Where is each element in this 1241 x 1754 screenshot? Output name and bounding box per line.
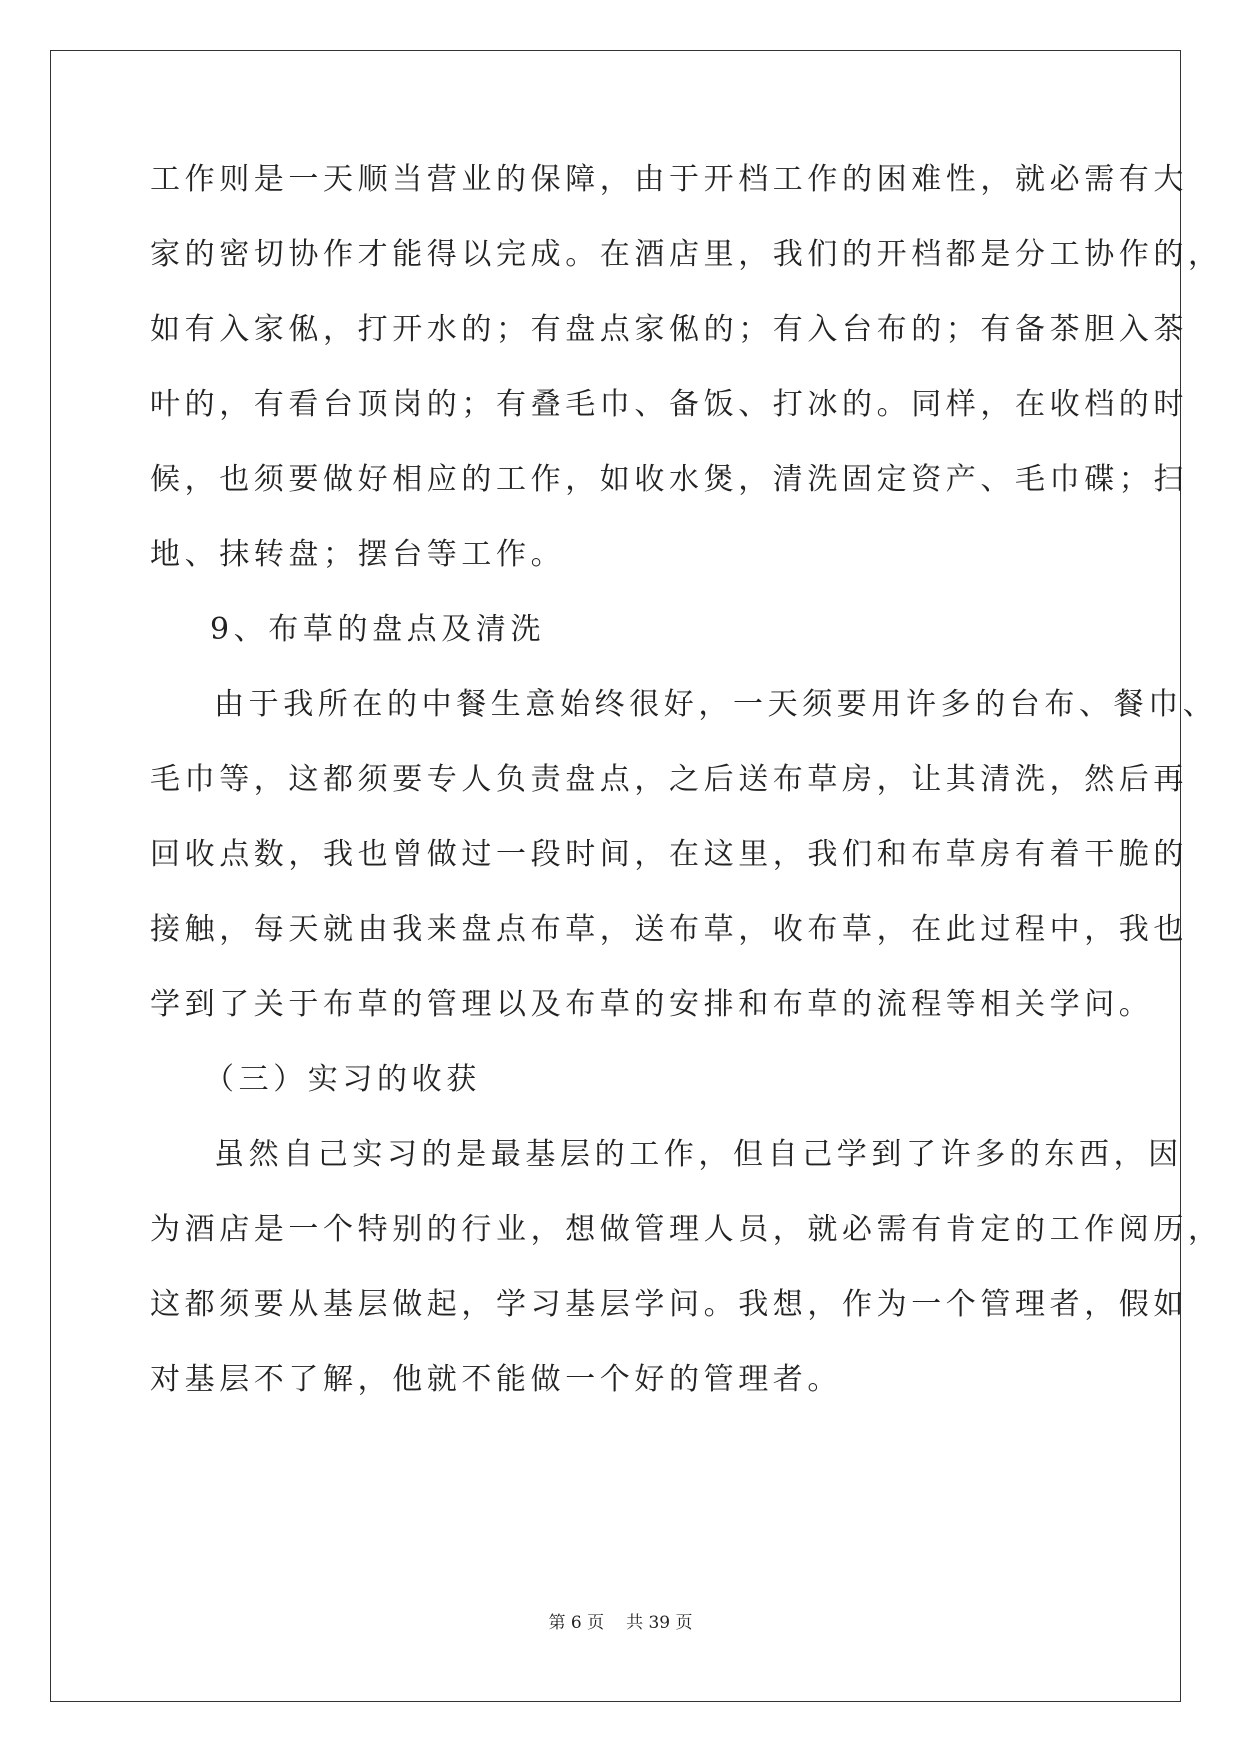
paragraph-line: 叶的，有看台顶岗的；有叠毛巾、备饭、打冰的。同样，在收档的时 xyxy=(150,387,1188,422)
paragraph-line: 接触，每天就由我来盘点布草，送布草，收布草，在此过程中，我也 xyxy=(150,912,1188,947)
page-frame xyxy=(50,50,1181,1702)
paragraph-line: 家的密切协作才能得以完成。在酒店里，我们的开档都是分工协作的， xyxy=(150,237,1223,272)
paragraph-line: 虽然自己实习的是最基层的工作，但自己学到了许多的东西，因 xyxy=(214,1137,1183,1172)
paragraph-line: 地、抹转盘；摆台等工作。 xyxy=(150,537,566,572)
section-heading: （三）实习的收获 xyxy=(204,1062,481,1097)
page-footer xyxy=(0,1611,1241,1635)
section-heading: 9、布草的盘点及清洗 xyxy=(210,612,546,647)
paragraph-line: 如有入家俬，打开水的；有盘点家俬的；有入台布的；有备茶胆入茶 xyxy=(150,312,1188,347)
paragraph-line: 候，也须要做好相应的工作，如收水煲，清洗固定资产、毛巾碟；扫 xyxy=(150,462,1188,497)
paragraph-line: 工作则是一天顺当营业的保障，由于开档工作的困难性，就必需有大 xyxy=(150,162,1188,197)
paragraph-line: 学到了关于布草的管理以及布草的安排和布草的流程等相关学问。 xyxy=(150,987,1154,1022)
page-number: 第 6 页 xyxy=(548,1613,605,1633)
paragraph-line: 为酒店是一个特别的行业，想做管理人员，就必需有肯定的工作阅历， xyxy=(150,1212,1223,1247)
total-pages: 共 39 页 xyxy=(626,1613,693,1633)
paragraph-line: 毛巾等，这都须要专人负责盘点，之后送布草房，让其清洗，然后再 xyxy=(150,762,1188,797)
paragraph-line: 对基层不了解，他就不能做一个好的管理者。 xyxy=(150,1362,842,1397)
paragraph-line: 回收点数，我也曾做过一段时间，在这里，我们和布草房有着干脆的 xyxy=(150,837,1188,872)
paragraph-line: 这都须要从基层做起，学习基层学问。我想，作为一个管理者，假如 xyxy=(150,1287,1188,1322)
paragraph-line: 由于我所在的中餐生意始终很好，一天须要用许多的台布、餐巾、 xyxy=(214,687,1218,722)
